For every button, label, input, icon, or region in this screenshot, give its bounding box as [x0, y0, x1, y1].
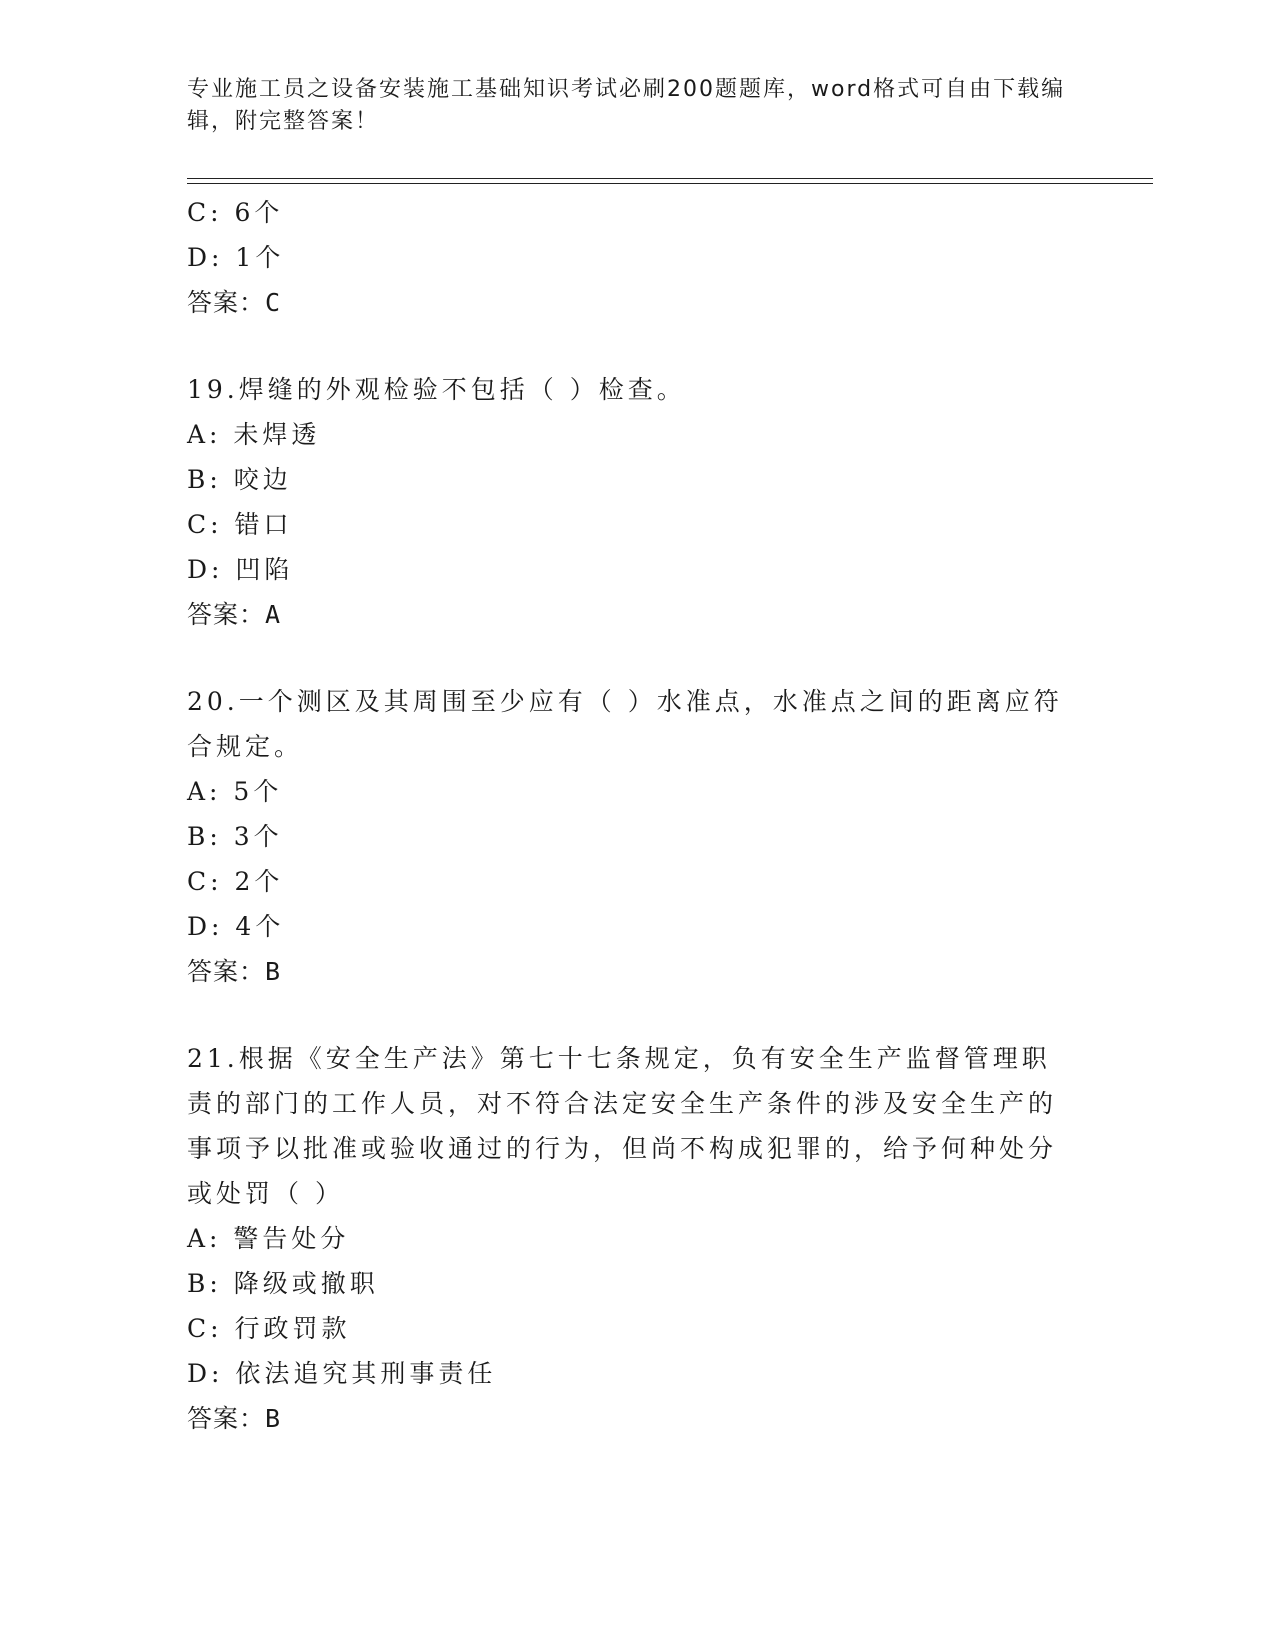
answer-line: 答案：B	[187, 1404, 282, 1433]
question-stem: 20.一个测区及其周围至少应有（ ）水准点，水准点之间的距离应符合规定。	[187, 687, 1063, 761]
option-d: D: 4个	[187, 912, 285, 941]
option-b: B: 3个	[187, 822, 283, 851]
option-c: C: 6个	[187, 198, 284, 227]
option-a: A: 5个	[187, 777, 283, 806]
option-b: B: 咬边	[187, 465, 292, 494]
option-d: D: 1个	[187, 243, 285, 272]
question-20	[187, 679, 1077, 994]
answer-line: 答案：A	[187, 600, 282, 629]
option-c: C: 2个	[187, 867, 284, 896]
question-21	[187, 1036, 1077, 1441]
question-stem: 21.根据《安全生产法》第七十七条规定，负有安全生产监督管理职责的部门的工作人员，对不符合法定安全生产条件的涉及安全生产的事项予以批准或验收通过的行为，但尚不构成犯罪的，给予何种处分或处罚（ ）	[187, 1044, 1058, 1208]
previous-question-continuation	[187, 190, 1077, 325]
answer-line: 答案：C	[187, 288, 282, 317]
option-c: C: 错口	[187, 510, 293, 539]
header-divider-top	[187, 178, 1153, 179]
question-stem: 19.焊缝的外观检验不包括（ ）检查。	[187, 375, 686, 404]
option-d: D: 依法追究其刑事责任	[187, 1359, 497, 1388]
option-b: B: 降级或撤职	[187, 1269, 379, 1298]
option-c: C: 行政罚款	[187, 1314, 351, 1343]
document-header: 专业施工员之设备安装施工基础知识考试必刷200题题库，word格式可自由下载编辑，附完整答案！	[187, 77, 1066, 134]
option-a: A: 警告处分	[187, 1224, 350, 1253]
question-19	[187, 367, 1077, 637]
option-a: A: 未焊透	[187, 420, 321, 449]
answer-line: 答案：B	[187, 957, 282, 986]
header-divider-bottom	[187, 183, 1153, 184]
option-d: D: 凹陷	[187, 555, 294, 584]
question-list	[187, 190, 1077, 1441]
